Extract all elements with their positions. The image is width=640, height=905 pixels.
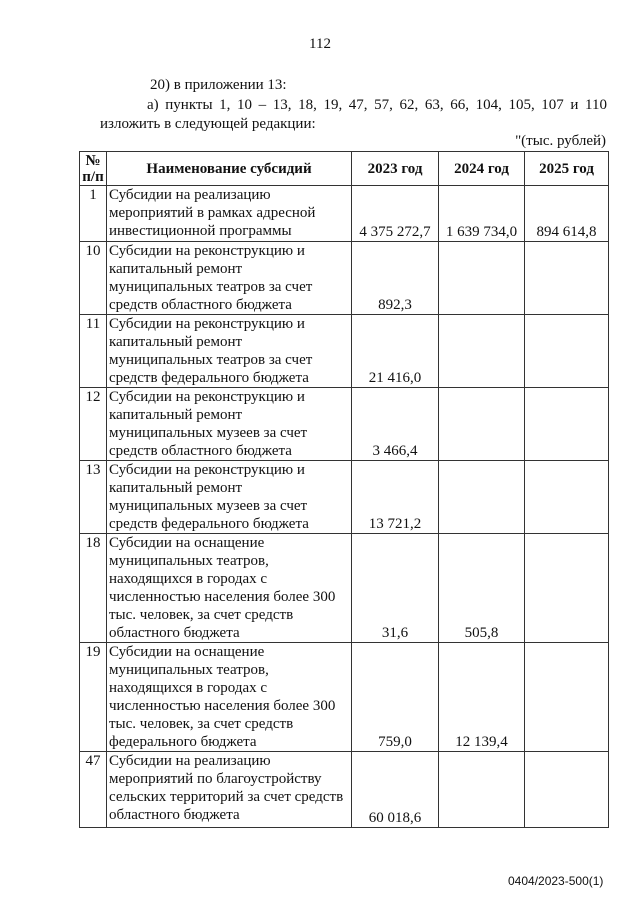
row-number: 1: [80, 186, 107, 242]
value-2023: 892,3: [352, 242, 439, 315]
value-2025: [525, 534, 609, 643]
subsidy-name: Субсидии на реализацию мероприятий по благоустройству сельских территорий за счет средств областного бюджета: [107, 752, 352, 828]
value-2024: [439, 388, 525, 461]
header-number: № п/п: [80, 152, 107, 186]
subsidy-name: Субсидии на реконструкцию и капитальный ремонт муниципальных театров за счет средств областного бюджета: [107, 242, 352, 315]
value-2025: [525, 315, 609, 388]
table-row: [80, 388, 609, 461]
subsidy-name: Субсидии на оснащение муниципальных театров, находящихся в городах с численностью населения более 300 тыс. человек, за счет средств областного бюджета: [107, 534, 352, 643]
table-row: [80, 461, 609, 534]
value-2023: 3 466,4: [352, 388, 439, 461]
intro-line-1: 20) в приложении 13:: [150, 77, 287, 93]
subsidy-name: Субсидии на реконструкцию и капитальный ремонт муниципальных музеев за счет средств областного бюджета: [107, 388, 352, 461]
value-2024: 1 639 734,0: [439, 186, 525, 242]
row-number: 13: [80, 461, 107, 534]
table-header-row: [80, 152, 609, 186]
header-subsidy-name: Наименование субсидий: [107, 152, 352, 186]
value-2024: [439, 752, 525, 828]
row-number: 12: [80, 388, 107, 461]
value-2024: 12 139,4: [439, 643, 525, 752]
value-2023: 60 018,6: [352, 752, 439, 828]
row-number: 10: [80, 242, 107, 315]
table-row: [80, 752, 609, 828]
units-label: "(тыс. рублей): [515, 133, 606, 149]
subsidies-table: [79, 151, 609, 828]
table-row: [80, 315, 609, 388]
value-2025: [525, 461, 609, 534]
row-number: 18: [80, 534, 107, 643]
value-2023: 31,6: [352, 534, 439, 643]
value-2025: [525, 388, 609, 461]
value-2024: [439, 461, 525, 534]
subsidy-name: Субсидии на реконструкцию и капитальный ремонт муниципальных музеев за счет средств федерального бюджета: [107, 461, 352, 534]
table-row: [80, 242, 609, 315]
intro-line-3: изложить в следующей редакции:: [100, 116, 316, 132]
header-2024: 2024 год: [439, 152, 525, 186]
value-2024: 505,8: [439, 534, 525, 643]
value-2025: [525, 643, 609, 752]
intro-line-2: а) пункты 1, 10 – 13, 18, 19, 47, 57, 62, 63, 66, 104, 105, 107 и 110: [147, 97, 607, 113]
header-2023: 2023 год: [352, 152, 439, 186]
value-2023: 759,0: [352, 643, 439, 752]
value-2023: 13 721,2: [352, 461, 439, 534]
table-row: [80, 643, 609, 752]
subsidy-name: Субсидии на реализацию мероприятий в рамках адресной инвестиционной программы: [107, 186, 352, 242]
row-number: 19: [80, 643, 107, 752]
value-2025: 894 614,8: [525, 186, 609, 242]
value-2023: 21 416,0: [352, 315, 439, 388]
value-2025: [525, 752, 609, 828]
header-2025: 2025 год: [525, 152, 609, 186]
row-number: 47: [80, 752, 107, 828]
value-2025: [525, 242, 609, 315]
subsidy-name: Субсидии на реконструкцию и капитальный ремонт муниципальных театров за счет средств федерального бюджета: [107, 315, 352, 388]
row-number: 11: [80, 315, 107, 388]
table-row: [80, 186, 609, 242]
value-2024: [439, 242, 525, 315]
document-code: 0404/2023-500(1): [508, 874, 604, 888]
value-2024: [439, 315, 525, 388]
subsidy-name: Субсидии на оснащение муниципальных театров, находящихся в городах с численностью населения более 300 тыс. человек, за счет средств федерального бюджета: [107, 643, 352, 752]
page-number: 112: [309, 36, 331, 52]
table-row: [80, 534, 609, 643]
value-2023: 4 375 272,7: [352, 186, 439, 242]
